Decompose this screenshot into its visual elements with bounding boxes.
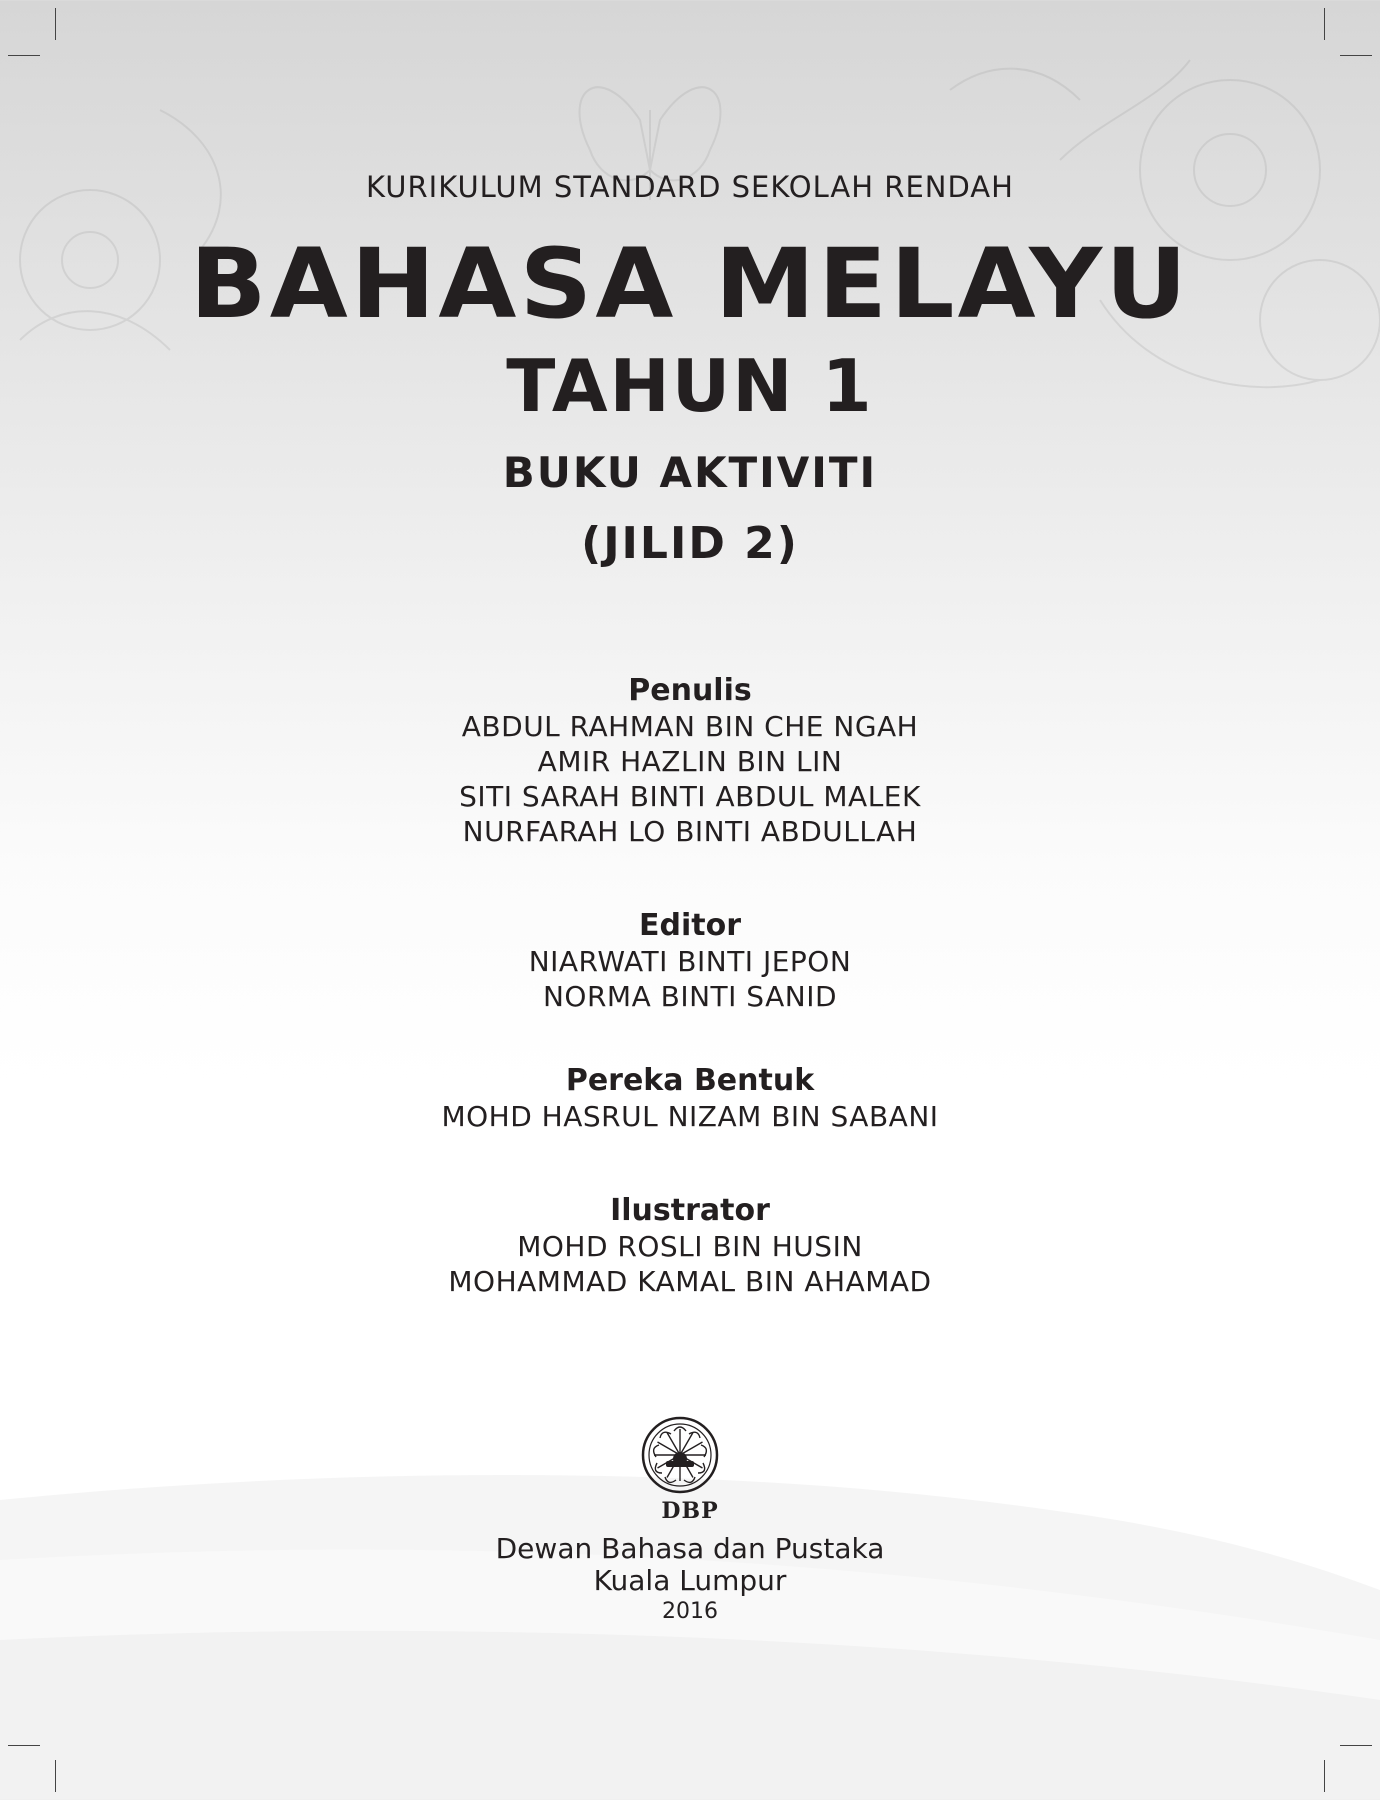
credit-role: Editor [639, 908, 741, 943]
crop-mark-top-right-v [1324, 8, 1325, 40]
crop-mark-bottom-left-v [55, 1760, 56, 1792]
crop-mark-bottom-right-h [1340, 1745, 1372, 1746]
book-title: BAHASA MELAYU [189, 228, 1191, 340]
dbp-logo-text: DBP [661, 1498, 719, 1524]
crop-mark-top-left-v [55, 8, 56, 40]
crop-mark-bottom-right-v [1324, 1760, 1325, 1792]
credit-name: MOHAMMAD KAMAL BIN AHAMAD [448, 1265, 932, 1298]
credit-name: MOHD ROSLI BIN HUSIN [517, 1230, 863, 1263]
credit-role: Pereka Bentuk [565, 1063, 815, 1098]
credit-role: Ilustrator [610, 1193, 770, 1228]
credit-block-editor [0, 908, 1380, 1014]
crop-mark-top-left-h [8, 55, 40, 56]
book-volume: (JILID 2) [581, 518, 799, 569]
credit-name: NORMA BINTI SANID [542, 980, 838, 1013]
book-type: BUKU AKTIVITI [502, 448, 878, 497]
book-subtitle: TAHUN 1 [506, 344, 874, 428]
publication-year: 2016 [662, 1599, 718, 1624]
credit-block-pereka-bentuk [0, 1063, 1380, 1134]
credit-name: MOHD HASRUL NIZAM BIN SABANI [441, 1100, 939, 1133]
credit-block-ilustrator [0, 1193, 1380, 1299]
credit-block-penulis [0, 673, 1380, 849]
crop-mark-bottom-left-h [8, 1745, 40, 1746]
credit-name: NIARWATI BINTI JEPON [528, 945, 852, 978]
publisher-city: Kuala Lumpur [593, 1564, 787, 1597]
crop-mark-top-right-h [1340, 55, 1372, 56]
credit-name: SITI SARAH BINTI ABDUL MALEK [459, 780, 921, 813]
credit-name: ABDUL RAHMAN BIN CHE NGAH [461, 710, 919, 743]
credit-role: Penulis [628, 673, 752, 708]
curriculum-kicker: KURIKULUM STANDARD SEKOLAH RENDAH [366, 170, 1014, 204]
credit-name: AMIR HAZLIN BIN LIN [537, 745, 843, 778]
publisher-name: Dewan Bahasa dan Pustaka [495, 1532, 885, 1565]
dbp-logo-icon [640, 1415, 720, 1495]
credit-name: NURFARAH LO BINTI ABDULLAH [462, 815, 918, 848]
